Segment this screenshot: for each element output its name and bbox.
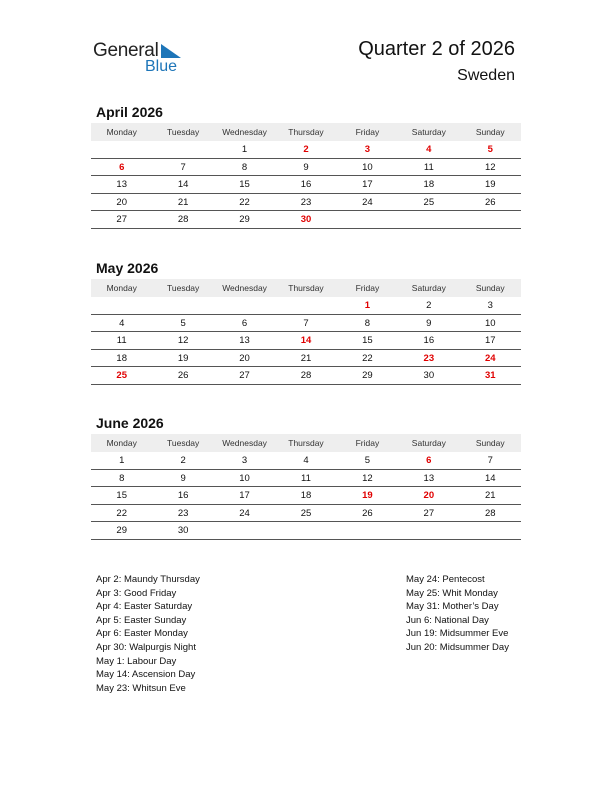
holiday-item: May 24: Pentecost [406,574,485,585]
day-cell [460,522,521,539]
day-cell: 9 [426,317,432,329]
day-cell: 11 [116,335,127,347]
holiday-item: Apr 4: Easter Saturday [96,601,193,613]
week-row [91,194,521,212]
day-cell [152,297,213,314]
day-cell: 9 [303,161,309,173]
weekday-label: Friday [355,283,380,293]
day-cell: 11 [423,161,434,173]
day-cell: 12 [362,472,373,484]
day-cell: 5 [180,317,186,329]
day-cell: 19 [362,490,373,502]
day-cell: 30 [300,214,312,226]
day-cell: 22 [362,352,373,364]
holiday-item: Apr 2: Maundy Thursday [96,574,200,585]
day-cell: 22 [116,507,127,519]
day-cell: 13 [423,472,435,484]
week-row [91,141,521,159]
day-cell: 10 [362,161,373,173]
weekday-label: Saturday [411,127,446,137]
week-row [91,176,521,194]
day-cell [460,211,521,228]
week-row [91,470,521,488]
holiday-item: May 23: Whitsun Eve [96,682,186,694]
day-cell: 19 [484,179,496,191]
week-row [91,522,521,540]
day-cell: 2 [426,300,432,311]
day-cell: 12 [177,335,189,347]
week-row [91,452,521,470]
day-cell: 8 [241,161,248,173]
day-cell: 17 [362,179,373,191]
day-cell: 19 [177,352,189,364]
week-row [91,211,521,229]
day-cell: 14 [300,335,312,347]
weekday-label: Tuesday [166,283,200,293]
holiday-item: May 25: Whit Monday [406,587,498,599]
day-cell [214,297,275,314]
day-cell: 4 [303,455,309,466]
day-cell: 7 [303,317,309,329]
day-cell: 18 [423,179,435,191]
day-cell: 1 [119,455,125,466]
week-row [91,505,521,523]
weekday-label: Saturday [411,438,446,448]
day-cell: 16 [300,179,312,191]
day-cell: 23 [423,352,435,364]
day-cell: 20 [423,490,435,502]
week-row [91,332,521,350]
holiday-item: May 31: Mother’s Day [406,601,499,613]
month-calendar-may [91,259,521,385]
day-cell: 10 [239,472,250,484]
day-cell: 30 [177,525,189,537]
weekday-label: Monday [106,127,137,137]
month-title: May 2026 [96,260,159,276]
country-name: Sweden [457,67,515,84]
day-cell [398,522,459,539]
day-cell: 4 [426,144,432,155]
weekday-label: Friday [355,127,380,137]
weekday-label: Wednesday [222,127,267,137]
day-cell: 13 [116,179,127,191]
holiday-item: Jun 19: Midsummer Eve [406,628,509,640]
day-cell: 15 [116,490,127,502]
day-cell: 6 [119,161,125,173]
day-cell: 16 [423,335,435,347]
weekday-label: Sunday [475,283,505,293]
day-cell: 27 [116,214,127,226]
weekday-label: Wednesday [222,438,267,448]
day-cell: 26 [177,370,189,382]
day-cell: 20 [116,196,127,208]
day-cell: 17 [239,490,250,502]
month-calendar-june [91,414,521,540]
day-cell: 21 [484,490,496,502]
holiday-item: May 1: Labour Day [96,655,177,667]
day-cell: 27 [239,370,250,382]
weekday-label: Thursday [288,438,324,448]
day-cell: 24 [362,196,373,208]
week-row [91,315,521,333]
day-cell: 25 [300,507,312,519]
week-row [91,350,521,368]
weekday-label: Sunday [475,127,505,137]
day-cell: 6 [241,317,248,329]
day-cell: 3 [487,300,493,311]
day-cell: 5 [487,144,493,155]
weekday-label: Saturday [411,283,446,293]
month-title: June 2026 [96,415,164,431]
day-cell: 3 [364,144,371,155]
day-cell: 14 [484,472,496,484]
day-cell [337,522,398,539]
day-cell: 5 [364,455,371,466]
holiday-item: Apr 5: Easter Sunday [96,614,187,626]
logo-text-general: General [93,40,159,61]
weekday-label: Monday [106,283,137,293]
day-cell: 4 [119,317,125,329]
holiday-item: May 14: Ascension Day [96,669,196,681]
day-cell: 15 [362,335,373,347]
day-cell [337,211,398,228]
holiday-item: Jun 20: Midsummer Day [406,641,509,653]
day-cell: 30 [423,370,435,382]
holiday-item: Apr 6: Easter Monday [96,628,188,640]
day-cell: 24 [239,507,250,519]
day-cell: 23 [177,507,189,519]
weekday-label: Tuesday [166,127,200,137]
day-cell: 17 [484,335,496,347]
weekday-label: Thursday [288,127,324,137]
day-cell: 20 [239,352,250,364]
day-cell: 21 [177,196,189,208]
day-cell: 9 [180,472,186,484]
day-cell: 8 [364,317,371,329]
day-cell: 7 [180,161,186,173]
weekday-label: Wednesday [222,283,267,293]
day-cell: 25 [423,196,435,208]
day-cell: 31 [484,370,496,382]
day-cell [275,522,336,539]
day-cell: 29 [116,525,127,537]
day-cell: 6 [426,455,432,466]
day-cell: 28 [300,370,312,382]
month-title: April 2026 [96,104,163,120]
day-cell: 10 [484,317,496,329]
day-cell: 13 [239,335,250,347]
month-calendar-april [91,103,521,229]
day-cell: 12 [484,161,496,173]
day-cell: 26 [362,507,373,519]
week-row [91,487,521,505]
holiday-item: Apr 30: Walpurgis Night [96,641,196,653]
logo-text-blue: Blue [145,58,178,75]
day-cell: 24 [484,352,496,364]
day-cell: 8 [119,472,125,484]
day-cell: 14 [177,179,189,191]
day-cell: 2 [303,144,309,155]
day-cell: 29 [239,214,250,226]
day-cell [91,141,152,158]
day-cell: 26 [484,196,496,208]
week-row [91,297,521,315]
weekday-label: Monday [106,438,137,448]
holiday-item: Jun 6: National Day [406,614,489,626]
day-cell [214,522,275,539]
day-cell: 28 [177,214,189,226]
weekday-header-row [91,279,521,297]
weekday-label: Thursday [288,283,324,293]
week-row [91,367,521,385]
holiday-list-left [96,573,200,695]
holiday-list-right [406,573,509,655]
day-cell: 15 [239,179,250,191]
day-cell: 7 [487,455,493,466]
day-cell: 18 [300,490,312,502]
day-cell: 16 [177,490,189,502]
day-cell [398,211,459,228]
weekday-label: Friday [355,438,380,448]
day-cell: 2 [180,455,186,466]
day-cell: 22 [239,196,250,208]
weekday-label: Sunday [475,438,505,448]
day-cell: 21 [300,352,312,364]
day-cell: 23 [300,196,312,208]
day-cell: 28 [484,507,496,519]
weekday-label: Tuesday [166,438,200,448]
day-cell: 29 [362,370,373,382]
day-cell: 25 [116,370,127,382]
day-cell [91,297,152,314]
day-cell [152,141,213,158]
day-cell: 3 [241,455,248,466]
generalblue-logo [93,40,203,80]
page-title: Quarter 2 of 2026 [358,38,515,60]
day-cell: 18 [116,352,127,364]
day-cell: 1 [364,300,371,311]
day-cell [275,297,336,314]
day-cell: 27 [423,507,435,519]
weekday-header-row [91,434,521,452]
holiday-item: Apr 3: Good Friday [96,587,177,599]
week-row [91,159,521,177]
weekday-header-row [91,123,521,141]
day-cell: 11 [301,472,311,484]
day-cell: 1 [241,144,248,155]
